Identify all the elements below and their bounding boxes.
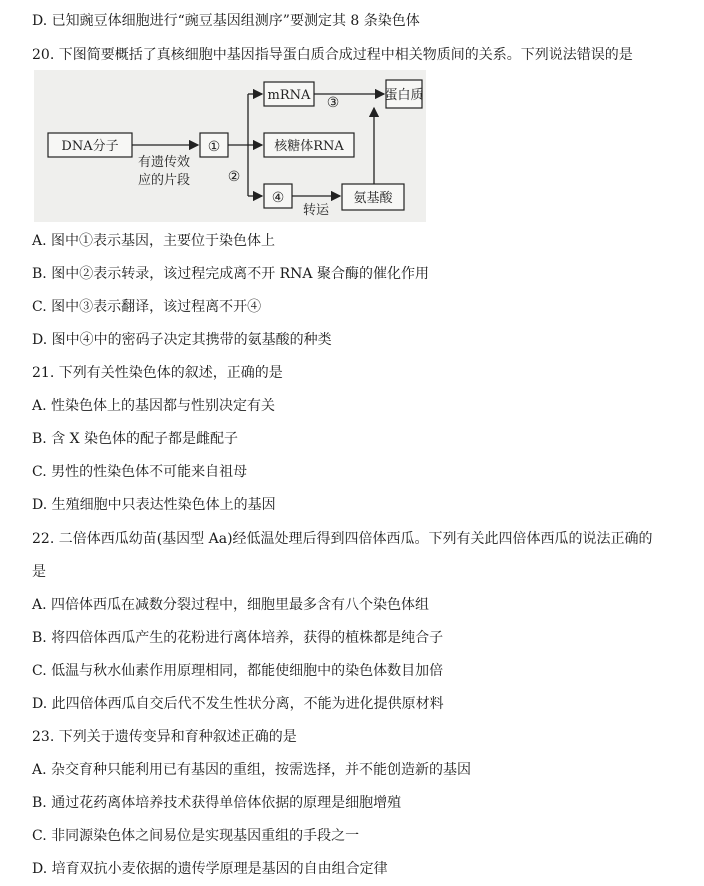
gene-expression-diagram [34,70,426,222]
q22-option-a: A. 四倍体西瓜在减数分裂过程中，细胞里最多含有八个染色体组 [32,597,430,613]
rrna-label: 核糖体RNA [274,139,344,154]
question-22-continued: 是 [32,564,46,580]
q23-option-d: D. 培育双抗小麦依据的遗传学原理是基因的自由组合定律 [32,861,388,877]
protein-label: 蛋白质 [384,88,424,103]
question-21: 21. 下列有关性染色体的叙述，正确的是 [32,365,283,381]
q21-option-a: A. 性染色体上的基因都与性别决定有关 [32,398,276,414]
q23-option-b: B. 通过花药离体培养技术获得单倍体依据的原理是细胞增殖 [32,795,402,811]
transcription-label: ② [227,169,241,185]
q22-option-c: C. 低温与秋水仙素作用原理相同，都能使细胞中的染色体数目加倍 [32,663,444,679]
q20-option-a: A. 图中①表示基因，主要位于染色体上 [32,233,276,249]
q23-option-c: C. 非同源染色体之间易位是实现基因重组的手段之一 [32,828,360,844]
amino-acid-label: 氨基酸 [353,191,393,206]
question-22: 22. 二倍体西瓜幼苗(基因型 Aa)经低温处理后得到四倍体西瓜。下列有关此四倍体西瓜的说法正确的 [32,531,653,547]
q21-option-c: C. 男性的性染色体不可能来自祖母 [32,464,248,480]
question-20: 20. 下图简要概括了真核细胞中基因指导蛋白质合成过程中相关物质间的关系。下列说法错误的是 [32,47,633,63]
question-23: 23. 下列关于遗传变异和育种叙述正确的是 [32,729,297,745]
q20-option-d: D. 图中④中的密码子决定其携带的氨基酸的种类 [32,332,332,348]
gene-definition-line2: 应的片段 [137,173,191,188]
translation-label: ③ [326,95,340,111]
dna-label: DNA分子 [61,139,119,154]
q23-option-a: A. 杂交育种只能利用已有基因的重组，按需选择，并不能创造新的基因 [32,762,472,778]
mrna-label: mRNA [267,88,311,103]
q20-option-c: C. 图中③表示翻译，该过程离不开④ [32,299,262,315]
q22-option-b: B. 将四倍体西瓜产生的花粉进行离体培养，获得的植株都是纯合子 [32,630,444,646]
q21-option-b: B. 含 X 染色体的配子都是雌配子 [32,431,239,447]
trna-label: ④ [271,190,285,206]
q21-option-d: D. 生殖细胞中只表达性染色体上的基因 [32,497,276,513]
gene-label: ① [207,139,221,155]
q22-option-d: D. 此四倍体西瓜自交后代不发生性状分离，不能为进化提供原材料 [32,696,444,712]
option-d-19: D. 已知豌豆体细胞进行“豌豆基因组测序”要测定其 8 条染色体 [32,13,420,29]
transport-label: 转运 [302,203,330,218]
gene-definition-line1: 有遗传效 [137,155,191,170]
q20-option-b: B. 图中②表示转录，该过程完成离不开 RNA 聚合酶的催化作用 [32,266,429,282]
